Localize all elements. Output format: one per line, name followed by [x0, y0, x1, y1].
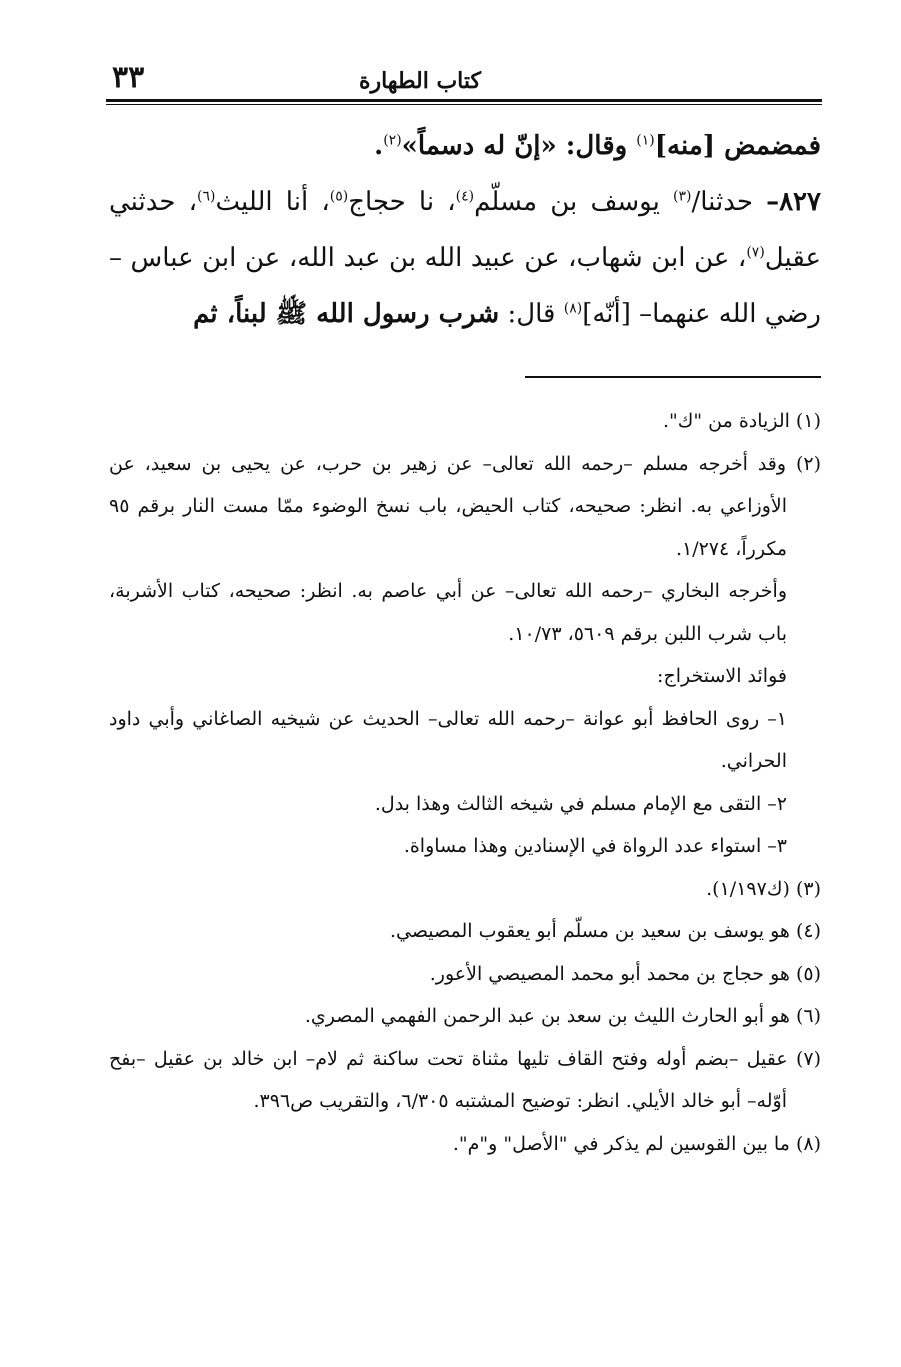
footnote-marker: (٥)	[329, 188, 349, 205]
hadith-paragraph	[109, 174, 821, 342]
footnote-marker: (٢)	[383, 132, 402, 149]
text-segment: ، حدثني عقيل	[109, 187, 821, 273]
benefits-heading: فوائد الاستخراج:	[657, 665, 787, 687]
footnote: (٣) (ك١/١٩٧).	[706, 877, 821, 900]
footnote-marker: (٦)	[197, 188, 216, 205]
footnote: (٧) عقيل –بضم أوله وفتح القاف تليها مثناة تحت ساكنة ثم لام– ابن خالد بن عقيل –بفح أوّله– أبو خالد الأيلي. انظر: توضيح المشتبه ٦/٣٠٥، والتقريب ص٣٩٦.	[109, 1047, 821, 1112]
footnote-marker: (٣)	[672, 188, 692, 205]
benefit-item: ٢– التقى مع الإمام مسلم في شيخه الثالث وهذا بدل.	[374, 792, 787, 815]
text-segment: قال:	[499, 299, 564, 329]
text-segment: يوسف بن مسلّم	[474, 187, 673, 217]
footnote: (٥) هو حجاج بن محمد أبو محمد المصيصي الأعور.	[429, 962, 821, 985]
header-rule-thick	[106, 99, 822, 102]
footnote: (٢) وقد أخرجه مسلم –رحمه الله تعالى– عن زهير بن حرب، عن يحيى بن سعيد، عن الأوزاعي به. انظر: صحيحه، كتاب الحيض، باب نسخ الوضوء ممّا مست النار برقم ٩٥ مكرراً، ١/٢٧٤.	[109, 452, 821, 560]
text-segment: وقال: «إنّ له دسماً»	[401, 131, 637, 161]
footnote: (٤) هو يوسف بن سعيد بن مسلّم أبو يعقوب المصيصي.	[389, 920, 821, 942]
text-segment: فمضمض [منه]	[654, 131, 821, 161]
hadith-number: ٨٢٧–	[766, 187, 821, 217]
footnote: (٦) هو أبو الحارث الليث بن سعد بن عبد الرحمن الفهمي المصري.	[304, 1005, 821, 1027]
footnote-marker: (٨)	[563, 300, 583, 317]
running-header-title: كتاب الطهارة	[358, 68, 481, 94]
page-number: ٣٣	[112, 60, 145, 95]
footnote-separator	[525, 376, 821, 378]
footnote-marker: (٤)	[455, 188, 475, 205]
text-segment: ، أنا الليث	[215, 187, 330, 217]
continuation-line	[109, 118, 821, 174]
text-segment: حدثنا/	[691, 187, 767, 217]
footnote: (٨) ما بين القوسين لم يذكر في "الأصل" و"م".	[452, 1132, 821, 1155]
main-text	[109, 118, 821, 342]
text-segment: شرب رسول الله ﷺ لبناً، ثم	[193, 299, 500, 329]
text-segment: ، عن ابن شهاب، عن عبيد الله بن عبد الله، عن ابن عباس –رضي الله عنهما– [أنّه]	[109, 243, 821, 329]
benefit-item: ٣– استواء عدد الرواة في الإسنادين وهذا مساواة.	[403, 835, 787, 857]
footnote-marker: (٧)	[746, 244, 765, 261]
footnote: (١) الزيادة من "ك".	[662, 410, 821, 432]
text-segment: ، نا حجاج	[348, 187, 456, 217]
benefit-item: ١– روى الحافظ أبو عوانة –رحمه الله تعالى– الحديث عن شيخيه الصاغاني وأبي داود الحراني.	[109, 707, 787, 772]
header-rule-thin	[106, 104, 822, 105]
footnote-marker: (١)	[636, 132, 655, 149]
footnotes	[109, 400, 821, 1165]
footnote-continuation: وأخرجه البخاري –رحمه الله تعالى– عن أبي عاصم به. انظر: صحيحه، كتاب الأشربة، باب شرب اللبن برقم ٥٦٠٩، ١٠/٧٣.	[109, 580, 787, 645]
text-segment: .	[374, 131, 384, 161]
